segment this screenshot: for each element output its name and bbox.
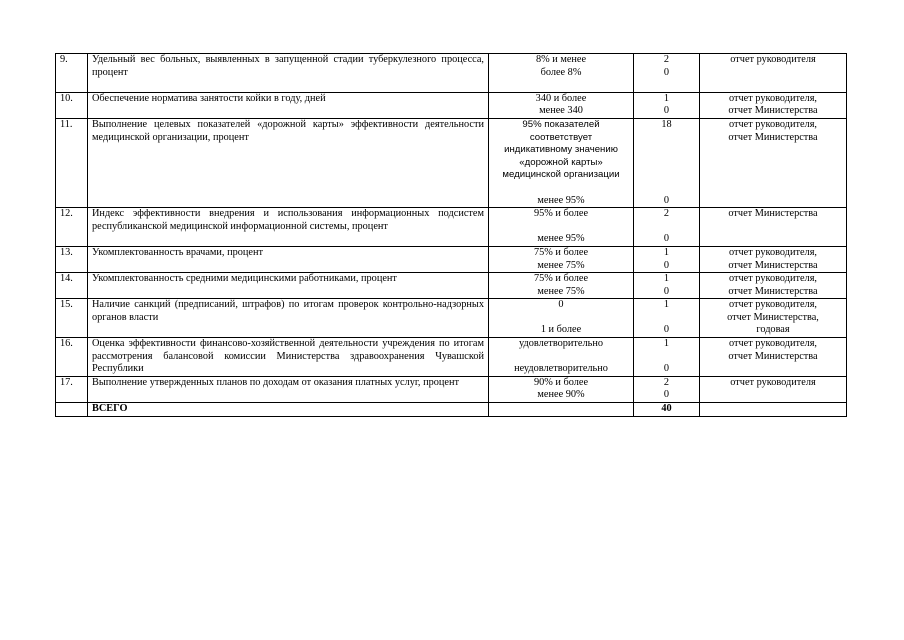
score: 0: [663, 66, 670, 78]
criterion: 90% и более: [533, 376, 589, 388]
criterion: менее 95%: [537, 233, 585, 245]
score: 0: [663, 363, 670, 375]
source: отчет Министерства: [728, 105, 818, 117]
source: отчет руководителя: [730, 54, 816, 65]
score-cell: [634, 92, 700, 118]
criterion: менее 340: [539, 105, 583, 117]
row-number: 11.: [56, 118, 88, 207]
row-number: 17.: [56, 376, 88, 402]
score: 1: [663, 299, 670, 311]
score-cell: [634, 338, 700, 377]
criterion: более 8%: [540, 66, 582, 78]
score: 0: [663, 324, 670, 336]
criterion: 75% и более: [533, 246, 589, 258]
source: отчет руководителя,: [728, 118, 818, 130]
row-number: 13.: [56, 246, 88, 272]
criteria-cell: [489, 92, 634, 118]
criteria-cell: [489, 54, 634, 93]
table-row: [56, 118, 847, 207]
row-number: 12.: [56, 208, 88, 247]
table-row: [56, 246, 847, 272]
source: отчет руководителя: [730, 376, 816, 388]
criteria-cell: [489, 246, 634, 272]
source: отчет руководителя,: [728, 299, 818, 311]
score-cell: [634, 118, 700, 207]
score-cell: [634, 54, 700, 93]
criteria-table: [55, 53, 847, 417]
row-number: 16.: [56, 338, 88, 377]
source: отчет руководителя,: [728, 92, 818, 104]
table-row: [56, 54, 847, 93]
indicator-name: Индекс эффективности внедрения и использования информационных подсистем республиканской медицинской информационной системы, процент: [88, 208, 489, 247]
score: 1: [663, 338, 670, 350]
criterion: удовлетворительно: [519, 338, 603, 350]
source-cell: [700, 54, 847, 93]
score: 1: [663, 92, 670, 104]
indicator-name: Удельный вес больных, выявленных в запущенной стадии туберкулезного процесса, процент: [88, 54, 489, 93]
source: отчет Министерства: [728, 285, 818, 297]
score: 0: [663, 105, 670, 117]
source-cell: [700, 118, 847, 207]
table-row: [56, 208, 847, 247]
indicator-name: Укомплектованность средними медицинскими работниками, процент: [88, 273, 489, 299]
indicator-name: Выполнение утвержденных планов по доходам от оказания платных услуг, процент: [88, 376, 489, 402]
criterion: менее 90%: [537, 389, 585, 401]
source: отчет Министерства,: [727, 311, 819, 323]
criterion: менее 95%: [537, 194, 585, 206]
criterion: 75% и более: [533, 273, 589, 285]
score: 0: [663, 259, 670, 271]
table-row: [56, 376, 847, 402]
criteria-cell: [489, 118, 634, 207]
criterion: 340 и более: [535, 92, 587, 104]
score: 2: [663, 54, 670, 65]
table-row: [56, 299, 847, 338]
criteria-cell: [489, 208, 634, 247]
source-cell: [700, 376, 847, 402]
criterion: неудовлетворительно: [514, 363, 608, 375]
score-cell: [634, 376, 700, 402]
score-cell: [634, 208, 700, 247]
row-number: 9.: [56, 54, 88, 93]
indicator-name: Укомплектованность врачами, процент: [88, 246, 489, 272]
source-cell: [700, 273, 847, 299]
score: 0: [663, 285, 670, 297]
source: отчет Министерства: [728, 131, 818, 143]
table-row: [56, 273, 847, 299]
table-row: [56, 338, 847, 377]
criterion: 95% показателей соответствует индикативному значению «дорожной карты» медицинской организации: [502, 118, 620, 181]
source-cell: [700, 208, 847, 247]
criteria-cell: [489, 273, 634, 299]
source-cell: [700, 246, 847, 272]
source: отчет руководителя,: [728, 338, 818, 350]
row-number: 15.: [56, 299, 88, 338]
criterion: 0: [558, 299, 564, 311]
criteria-cell: [489, 338, 634, 377]
source: отчет Министерства: [728, 208, 818, 220]
row-number: 10.: [56, 92, 88, 118]
criterion: менее 75%: [537, 285, 585, 297]
indicator-name: Выполнение целевых показателей «дорожной карты» эффективности деятельности медицинской организации, процент: [88, 118, 489, 207]
total-row: [56, 403, 847, 417]
score: 1: [663, 273, 670, 285]
source: отчет Министерства: [728, 350, 818, 362]
source: отчет руководителя,: [728, 246, 818, 258]
criterion: менее 75%: [537, 259, 585, 271]
total-label: ВСЕГО: [88, 403, 489, 417]
indicator-name: Оценка эффективности финансово-хозяйственной деятельности учреждения по итогам рассмотрения балансовой комиссии Министерства здравоохранения Чувашской Республики: [88, 338, 489, 377]
total-score: 40: [634, 403, 700, 417]
score: 0: [663, 233, 670, 245]
score: 0: [663, 389, 670, 401]
indicator-name: Обеспечение норматива занятости койки в году, дней: [88, 92, 489, 118]
score-cell: [634, 273, 700, 299]
row-number: 14.: [56, 273, 88, 299]
criterion: 1 и более: [540, 324, 582, 336]
score: 2: [663, 376, 670, 388]
score-cell: [634, 299, 700, 338]
source: отчет Министерства: [728, 259, 818, 271]
table-row: [56, 92, 847, 118]
criterion: 95% и более: [533, 208, 589, 220]
source: годовая: [756, 324, 790, 336]
score: 1: [663, 246, 670, 258]
source: отчет руководителя,: [728, 273, 818, 285]
criteria-cell: [489, 376, 634, 402]
score: 2: [663, 208, 670, 220]
score-cell: [634, 246, 700, 272]
indicator-name: Наличие санкций (предписаний, штрафов) по итогам проверок контрольно-надзорных органов власти: [88, 299, 489, 338]
source-cell: [700, 92, 847, 118]
score: 0: [663, 194, 670, 206]
criteria-cell: [489, 299, 634, 338]
score: 18: [661, 118, 672, 130]
criterion: 8% и менее: [535, 54, 587, 65]
source-cell: [700, 338, 847, 377]
source-cell: [700, 299, 847, 338]
